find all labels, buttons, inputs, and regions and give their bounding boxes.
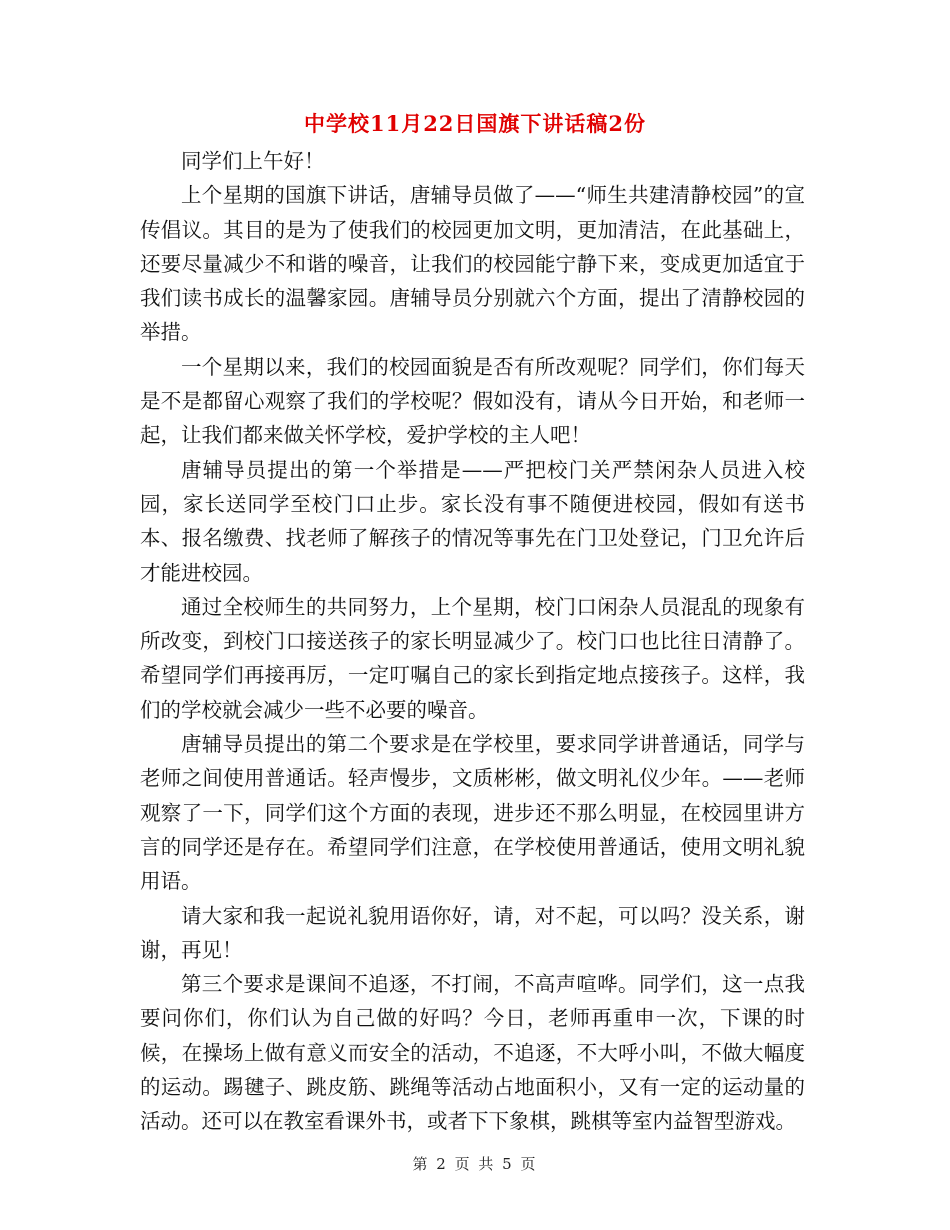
paragraph: 唐辅导员提出的第二个要求是在学校里，要求同学讲普通话，同学与老师之间使用普通话。轻声慢步，文质彬彬，做文明礼仪少年。——老师观察了一下，同学们这个方面的表现，进步还不那么明显，在校园里讲方言的同学还是存在。希望同学们注意，在学校使用普通话，使用文明礼貌用语。	[140, 732, 805, 894]
paragraph: 唐辅导员提出的第一个举措是——严把校门关严禁闲杂人员进入校园，家长送同学至校门口止步。家长没有事不随便进校园，假如有送书本、报名缴费、找老师了解孩子的情况等事先在门卫处登记，门卫允许后才能进校园。	[140, 457, 805, 585]
paragraph: 一个星期以来，我们的校园面貌是否有所改观呢？同学们，你们每天是不是都留心观察了我们的学校呢？假如没有，请从今日开始，和老师一起，让我们都来做关怀学校，爱护学校的主人吧！	[140, 354, 805, 448]
page-number-footer: 第 2 页 共 5 页	[412, 1155, 538, 1173]
paragraph-greeting: 同学们上午好！	[181, 149, 325, 173]
paragraph: 上个星期的国旗下讲话，唐辅导员做了——“师生共建清静校园”的宣传倡议。其目的是为了使我们的校园更加文明，更加清洁，在此基础上，还要尽量减少不和谐的噪音，让我们的校园能宁静下来，变成更加适宜于我们读书成长的温馨家园。唐辅导员分别就六个方面，提出了清静校园的举措。	[140, 183, 805, 345]
paragraph: 第三个要求是课间不追逐，不打闹，不高声喧哗。同学们，这一点我要问你们，你们认为自己做的好吗？今日，老师再重申一次，下课的时候，在操场上做有意义而安全的活动，不追逐，不大呼小叫，不做大幅度的运动。踢毽子、跳皮筋、跳绳等活动占地面积小，又有一定的运动量的活动。还可以在教室看课外书，或者下下象棋，跳棋等室内益智型游戏。	[140, 972, 805, 1134]
document-body	[140, 144, 805, 1139]
document-title: 中学校11月22日国旗下讲话稿2份	[303, 111, 647, 136]
paragraph: 请大家和我一起说礼貌用语你好，请，对不起，可以吗？没关系，谢谢，再见！	[140, 903, 805, 962]
paragraph: 通过全校师生的共同努力，上个星期，校门口闲杂人员混乱的现象有所改变，到校门口接送孩子的家长明显减少了。校门口也比往日清静了。希望同学们再接再厉，一定叮嘱自己的家长到指定地点接孩子。这样，我们的学校就会减少一些不必要的噪音。	[140, 594, 805, 722]
